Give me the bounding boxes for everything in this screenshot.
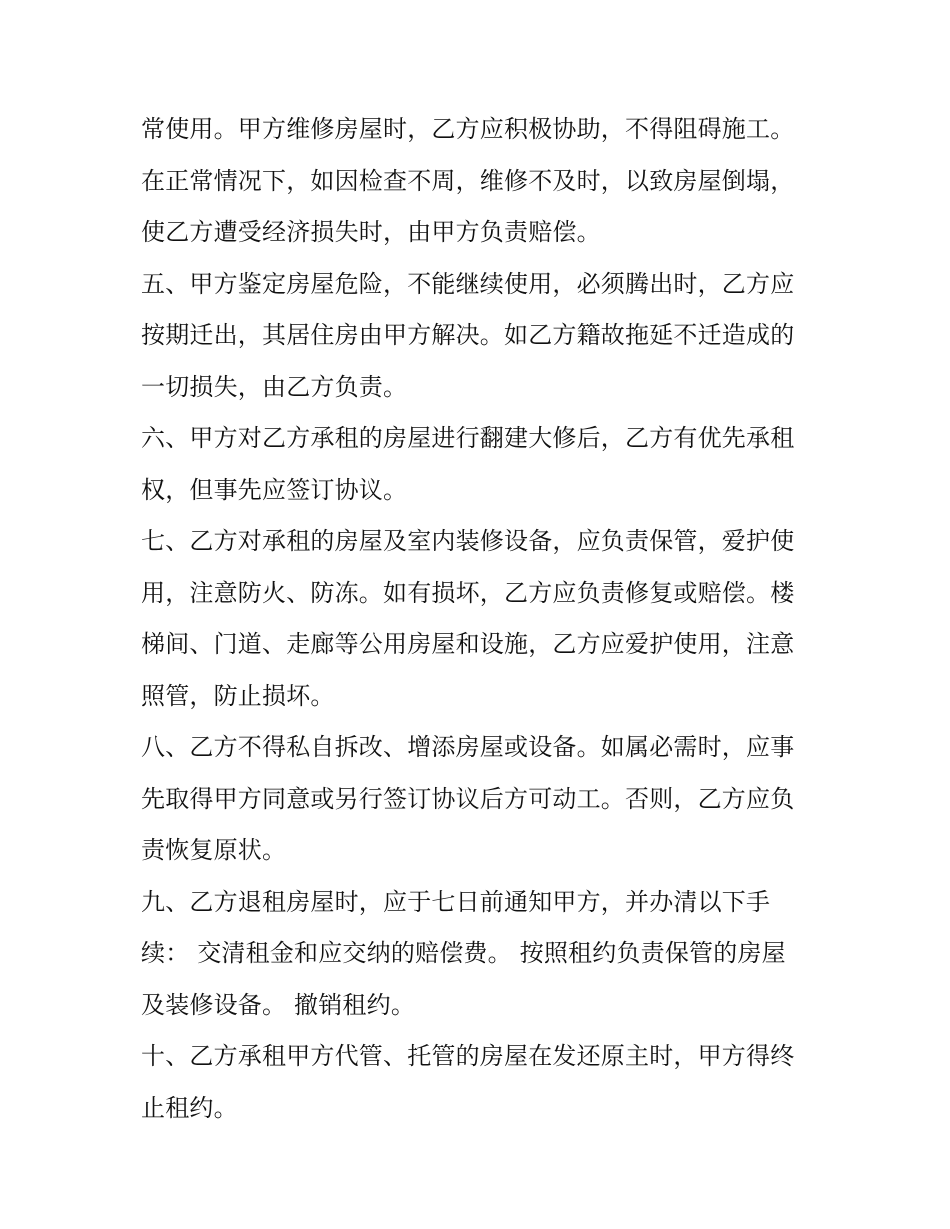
text-line-16: 九、乙方退租房屋时，应于七日前通知甲方，并办清以下手 — [141, 887, 771, 916]
text-line-7: 六、甲方对乙方承租的房屋进行翻建大修后，乙方有优先承租 — [141, 424, 795, 452]
text-line-12: 照管，防止损坏。 — [141, 681, 335, 710]
text-line-10: 用，注意防火、防冻。如有损坏，乙方应负责修复或赔偿。楼 — [141, 578, 795, 607]
text-line-17: 续： 交清租金和应交纳的赔偿费。 按照租约负责保管的房屋 — [141, 939, 786, 967]
text-line-13: 八、乙方不得私自拆改、增添房屋或设备。如属必需时，应事 — [141, 733, 795, 761]
text-line-15: 责恢复原状。 — [141, 836, 287, 864]
text-line-20: 止租约。 — [141, 1093, 238, 1122]
text-line-1: 常使用。甲方维修房屋时，乙方应积极协助，不得阻碍施工。 — [141, 115, 795, 143]
text-line-3: 使乙方遭受经济损失时，由甲方负责赔偿。 — [141, 218, 601, 246]
text-line-8: 权，但事先应签订协议。 — [141, 475, 408, 504]
text-line-18: 及装修设备。 撤销租约。 — [141, 990, 416, 1019]
text-line-4: 五、甲方鉴定房屋危险，不能继续使用，必须腾出时，乙方应 — [141, 269, 795, 298]
text-line-19: 十、乙方承租甲方代管、托管的房屋在发还原主时，甲方得终 — [141, 1042, 795, 1070]
text-line-6: 一切损失，由乙方负责。 — [141, 372, 408, 401]
text-line-5: 按期迁出，其居住房由甲方解决。如乙方籍故拖延不迁造成的 — [141, 321, 795, 349]
text-line-14: 先取得甲方同意或另行签订协议后方可动工。否则，乙方应负 — [141, 784, 795, 813]
text-line-2: 在正常情况下，如因检查不周，维修不及时，以致房屋倒塌， — [141, 166, 795, 195]
document-page — [141, 104, 821, 1134]
text-line-9: 七、乙方对承租的房屋及室内装修设备，应负责保管，爱护使 — [141, 527, 795, 555]
text-line-11: 梯间、门道、走廊等公用房屋和设施，乙方应爱护使用，注意 — [141, 630, 795, 658]
